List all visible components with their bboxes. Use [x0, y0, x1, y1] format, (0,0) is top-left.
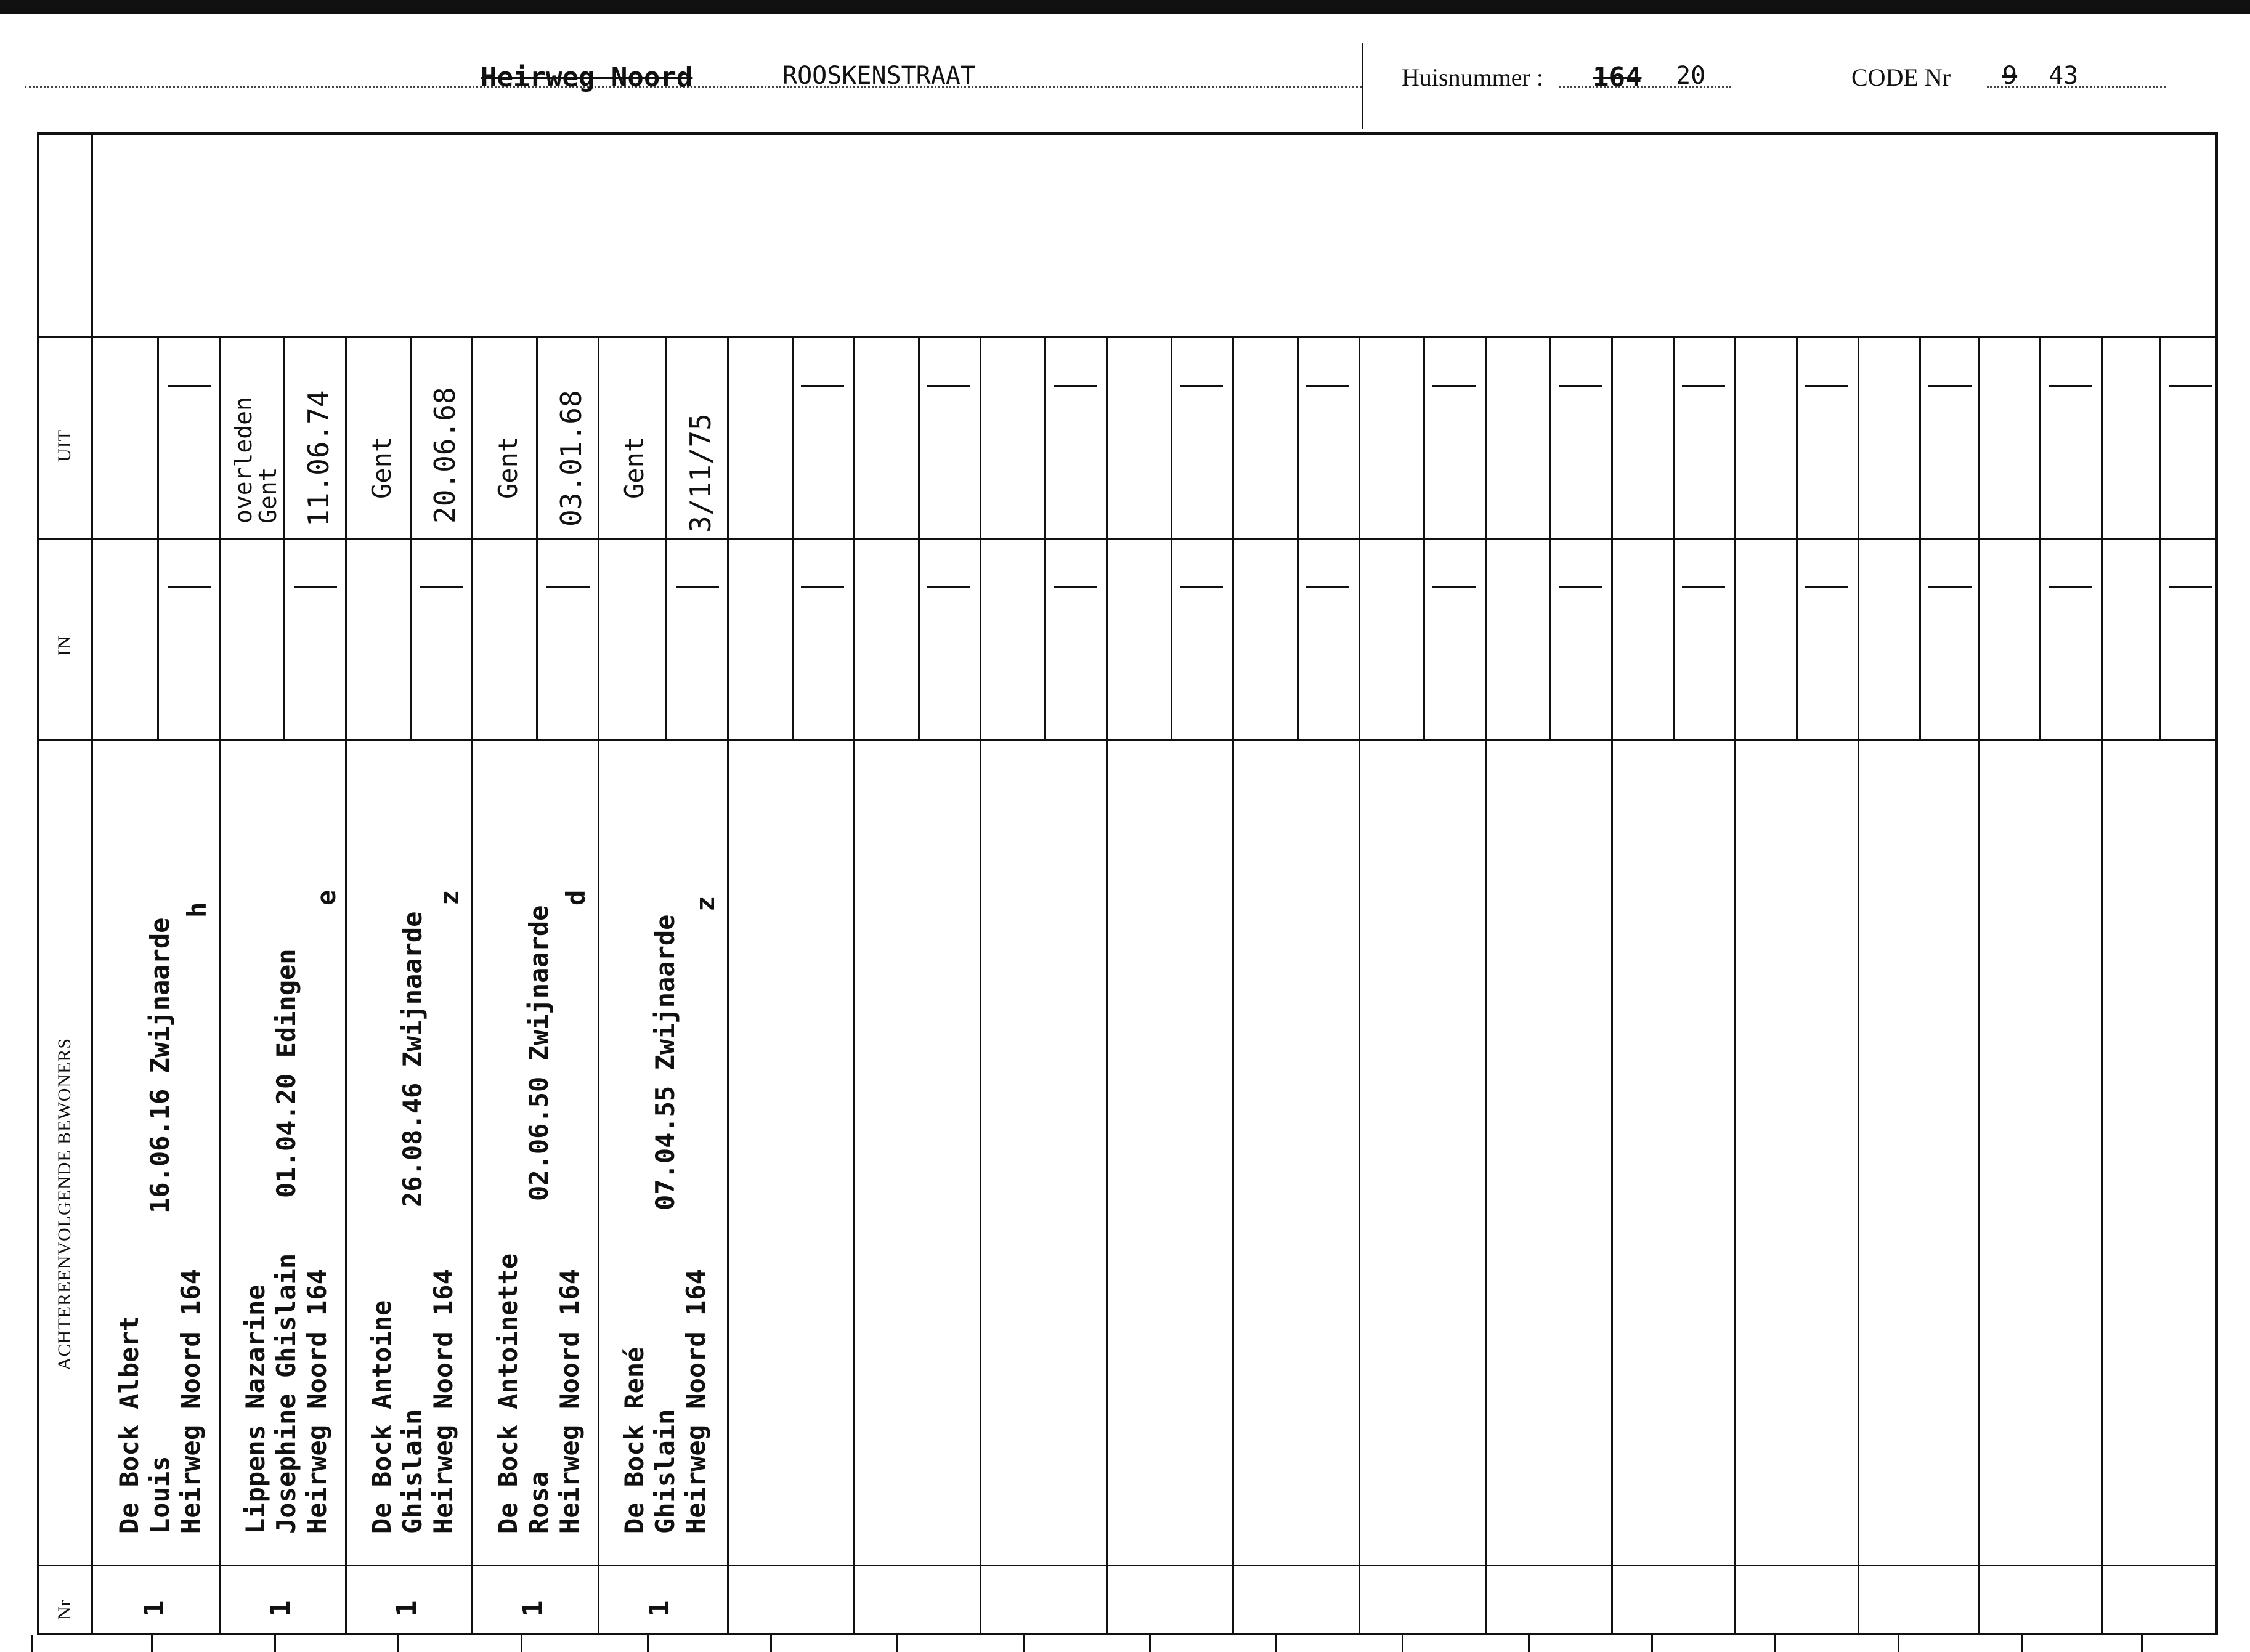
code-number-label: CODE Nr: [1851, 63, 1951, 91]
resident-given-names: Ghislain: [397, 1409, 428, 1534]
resident-nr: 1: [139, 1600, 170, 1617]
resident-birth: 01.04.20 Edingen: [271, 949, 301, 1198]
label-column-divider: [91, 132, 93, 1635]
resident-birth: 07.04.55 Zwijnaarde: [650, 914, 680, 1210]
resident-given-names: Rosa: [524, 1471, 554, 1534]
scan-top-edge: [0, 0, 2250, 14]
resident-name: Lippens Nazarine: [240, 1284, 270, 1534]
resident-nr: 1: [644, 1600, 675, 1617]
house-number-new: 20: [1676, 62, 1706, 90]
resident-address: Heirweg Noord 164: [554, 1269, 585, 1534]
resident-mark: z: [434, 889, 465, 905]
uit-date: 11.06.74: [302, 390, 335, 527]
resident-mark: h: [182, 902, 212, 918]
register-table: [37, 132, 2218, 1635]
resident-address: Heirweg Noord 164: [428, 1269, 458, 1534]
resident-mark: z: [690, 896, 720, 912]
resident-birth: 26.08.46 Zwijnaarde: [397, 911, 428, 1207]
street-old-name: Heirweg Noord: [481, 62, 693, 93]
bewoners-nr-line: [37, 1565, 2218, 1566]
house-number-old: 164: [1593, 62, 1642, 93]
resident-nr: 1: [391, 1600, 423, 1617]
resident-mark: d: [561, 889, 591, 905]
resident-mark: e: [311, 889, 341, 905]
uit-date: 3/11/75: [684, 413, 717, 533]
uit-place: Gent: [619, 436, 649, 499]
nr-label: Nr: [54, 1599, 75, 1620]
resident-address: Heirweg Noord 164: [681, 1269, 711, 1534]
header-divider: [1362, 43, 1363, 129]
resident-given-names: Ghislain: [650, 1409, 680, 1534]
resident-address: Heirweg Noord 164: [176, 1269, 206, 1534]
uit-top-line: [37, 336, 2218, 338]
uit-label: UIT: [54, 429, 75, 462]
resident-given-names: Josephine Ghislain: [271, 1253, 301, 1534]
in-bewoners-line: [37, 739, 2218, 741]
uit-place: overleden Gent: [230, 397, 282, 524]
code-number-old: 9: [2002, 62, 2018, 90]
resident-birth: 16.06.16 Zwijnaarde: [145, 917, 175, 1213]
uit-in-line: [37, 538, 2218, 540]
resident-nr: 1: [518, 1600, 549, 1617]
resident-birth: 02.06.50 Zwijnaarde: [524, 905, 554, 1201]
resident-nr: 1: [265, 1600, 296, 1617]
uit-date: 20.06.68: [428, 387, 461, 524]
uit-place: Gent: [367, 436, 397, 499]
street-new-name: ROOSKENSTRAAT: [782, 62, 976, 90]
uit-date: 03.01.68: [554, 390, 588, 527]
house-number-label: Huisnummer :: [1402, 63, 1543, 91]
resident-name: De Bock René: [619, 1346, 649, 1534]
street-dotted-line: [25, 86, 1362, 88]
resident-address: Heirweg Noord 164: [302, 1269, 332, 1534]
in-label: IN: [54, 635, 75, 656]
uit-place: Gent: [493, 436, 523, 499]
resident-given-names: Louis: [145, 1456, 175, 1534]
resident-name: De Bock Antoine: [367, 1300, 397, 1534]
code-number-new: 43: [2049, 62, 2079, 90]
bewoners-label: ACHTEREENVOLGENDE BEWONERS: [54, 1037, 75, 1371]
resident-name: De Bock Antoinette: [493, 1253, 523, 1534]
resident-name: De Bock Albert: [114, 1315, 144, 1534]
